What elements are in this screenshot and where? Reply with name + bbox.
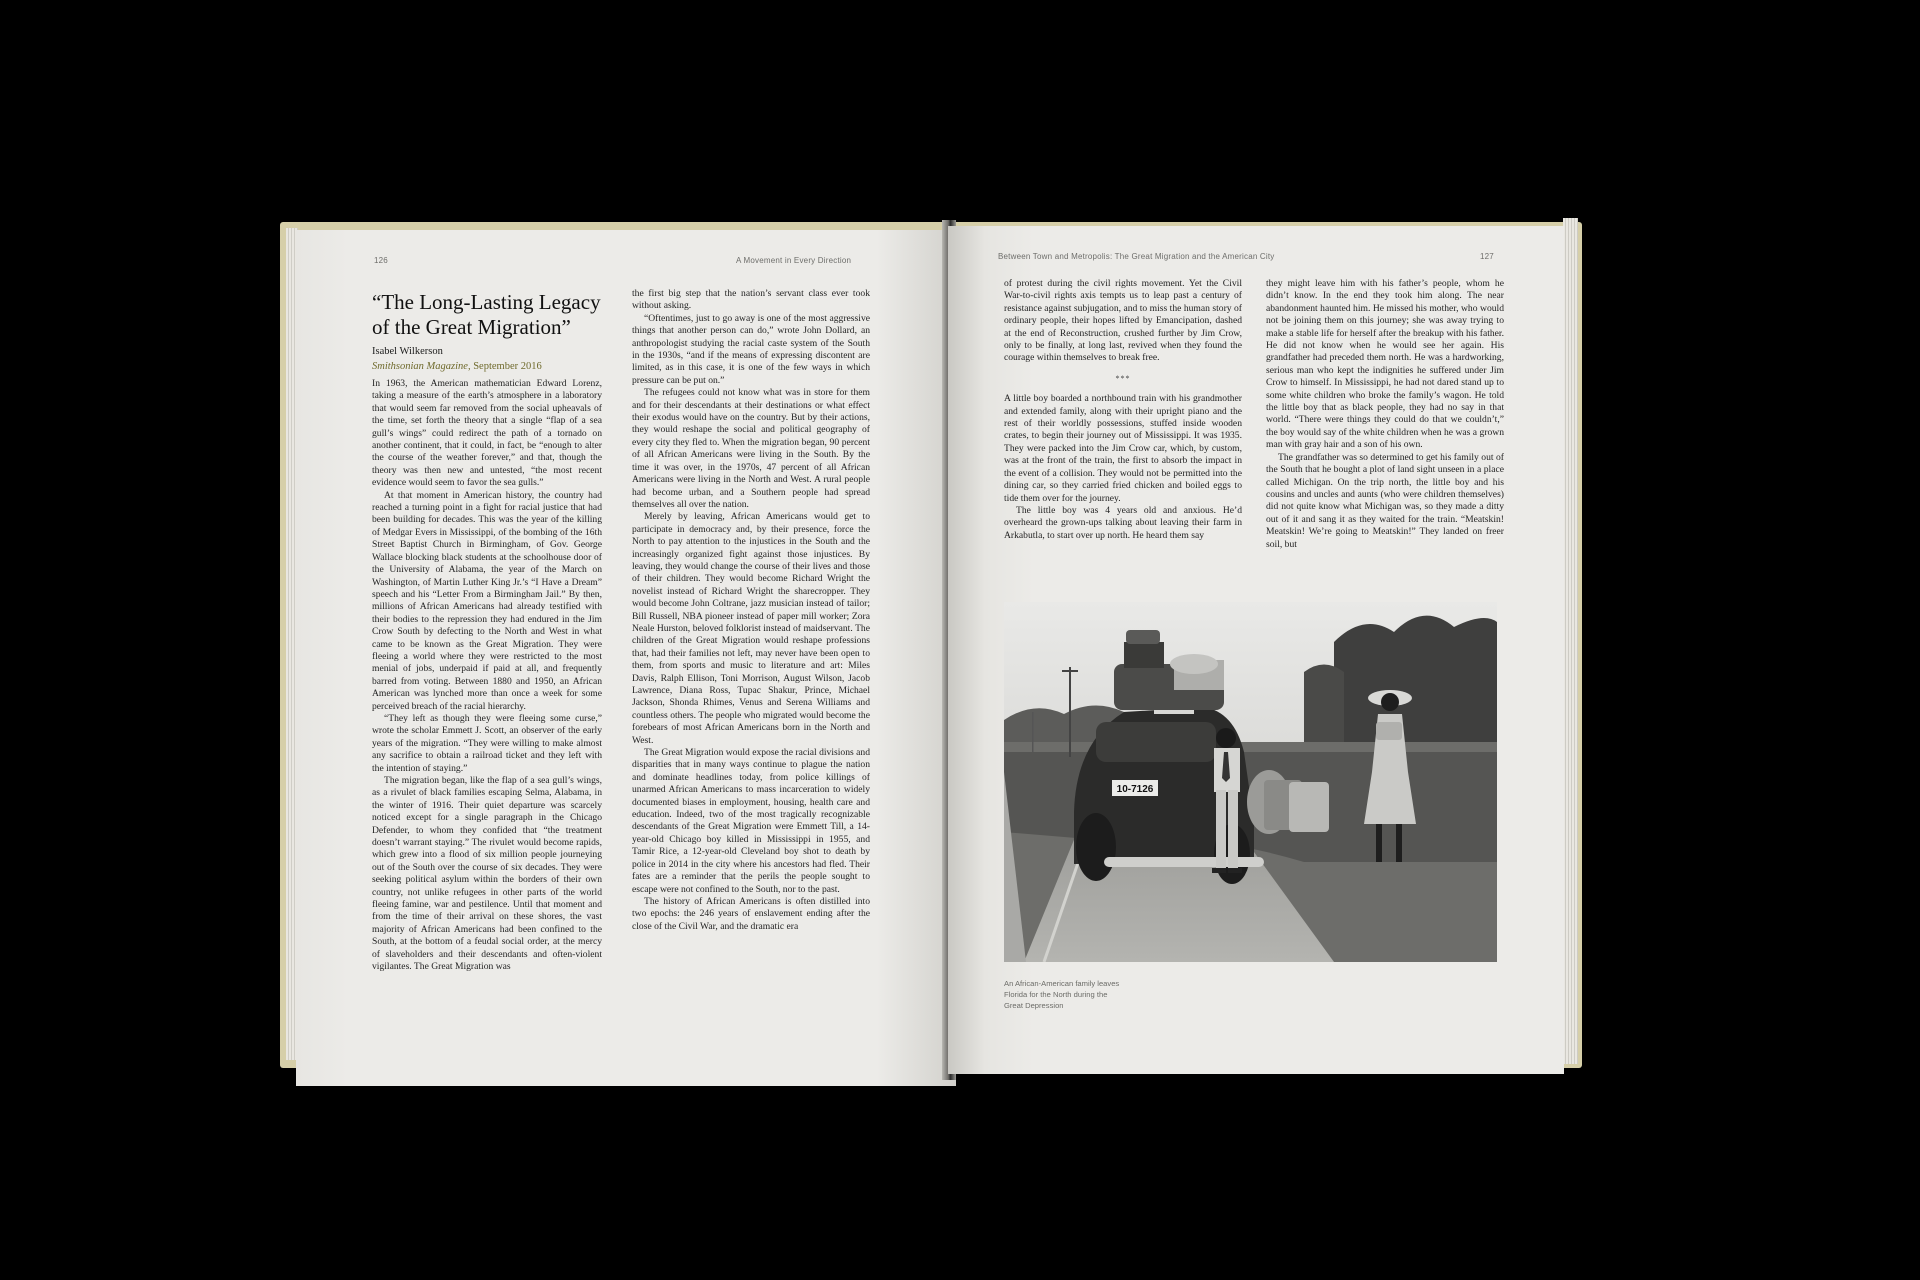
article-title-line1: “The Long-Lasting Legacy: [372, 290, 601, 314]
left-column-2: [632, 288, 870, 1052]
right-column-2: [1266, 278, 1504, 550]
caption-line: Florida for the North during the: [1004, 990, 1108, 999]
paragraph: Merely by leaving, African Americans would get to participate in democracy and, by their presence, force the North to pay attention to the injustices in the South and the increasingly organized fight against those injustices. By leaving, they would change the course of their lives and those of their children. They would become Richard Wright the novelist instead of Richard Wright the sharecropper. They would become John Coltrane, jazz musician instead of tailor; Bill Russell, NBA pioneer instead of paper mill worker; Zora Neale Hurston, beloved folklorist instead of maidservant. The children of the Great Migration would reshape professions that, had their families not left, may never have been open to them, from sports and music to literature and art: Miles Davis, Ralph Ellison, Toni Morrison, August Wilson, Jacob Lawrence, Diana Ross, Tupac Shakur, Prince, Michael Jackson, Shonda Rhimes, Venus and Serena Williams and countless others. The people who migrated would become the forebears of most African Americans born in the North and West.: [632, 511, 870, 746]
left-running-head: A Movement in Every Direction: [736, 256, 852, 265]
paragraph: The history of African Americans is often distilled into two epochs: the 246 years of enslavement ending after the close of the Civil War, and the dramatic era: [632, 895, 870, 932]
left-page-number: 126: [374, 256, 388, 265]
paragraph: The migration began, like the flap of a sea gull’s wings, as a rivulet of black families escaping Selma, Alabama, in the winter of 1916. Their quiet departure was scarcely noticed except for a single paragraph in the Chicago Defender, to whom they confided that “the treatment doesn’t warrant staying.” The rivulet would become rapids, which grew into a flood of six million people journeying out of the South over the course of six decades. They were seeking political asylum within the borders of their own country, not unlike refugees in other parts of the world fleeing famine, war and pestilence. Until that moment and from the time of their arrival on these shores, the vast majority of African Americans had been confined to the South, at the bottom of a feudal social order, at the mercy of slaveholders and their descendants and often-violent vigilantes. The Great Migration was: [372, 775, 602, 973]
source-date: September 2016: [470, 361, 542, 372]
paragraph: A little boy boarded a northbound train with his grandmother and extended family, along with their upright piano and the rest of their worldly possessions, stuffed inside wooden crates, to begin their journey out of Mississippi. It was 1935. They were packed into the Jim Crow car, which, by custom, was at the front of the train, the first to absorb the impact in the event of a collision. They would not be permitted into the dining car, so they carried fried chicken and boiled eggs to tide them over for the journey.: [1004, 393, 1242, 504]
license-plate-number: 10-7126: [1116, 784, 1154, 795]
right-page: [948, 226, 1564, 1074]
paragraph: The little boy was 4 years old and anxious. He’d overheard the grown-ups talking about leaving their farm in Arkabutla, to start over up north. He heard them say: [1004, 504, 1242, 541]
paragraph: they might leave him with his father’s people, whom he didn’t know. In the end they took him along. The near abandonment haunted him. He missed his mother, who would not be joining them on this journey; she was away trying to make a stable life for herself after the breakup with his father. He did not know when he would see her again. His grandfather had preceded them north. He was a hardworking, serious man who kept the indignities he suffered under Jim Crow to himself. In Mississippi, he had not dared stand up to some white children who broke the family’s wagon. He told the little boy that as black people, they had no say in that world. “There were things they could do that we couldn’t,” the boy would say of the white children when he was a grown man with gray hair and a son of his own.: [1266, 278, 1504, 451]
paragraph: At that moment in American history, the country had reached a turning point in a fight for racial justice that had been building for decades. This was the year of the killing of Medgar Evers in Mississippi, of the bombing of the 16th Street Baptist Church in Birmingham, of Gov. George Wallace blocking black students at the schoolhouse door of the University of Alabama, the year of the March on Washington, of Martin Luther King Jr.’s “I Have a Dream” speech and his “Letter From a Birmingham Jail.” By then, millions of African Americans had already testified with their bodies to the repression they had endured in the Jim Crow South by defecting to the North and West in what came to be known as the Great Migration. They were fleeing a world where they were restricted to the most menial of jobs, underpaid if paid at all, and frequently barred from voting. Between 1880 and 1950, an African American was lynched more than once a week for some perceived breach of the racial hierarchy.: [372, 489, 602, 712]
paragraph: “Oftentimes, just to go away is one of the most aggressive things that another person can do,” wrote John Dollard, an anthropologist studying the racial caste system of the South in the 1930s, “and if the means of expressing discontent are limited, as in this case, it is one of the few ways in which pressure can be put on.”: [632, 312, 870, 386]
paragraph: the first big step that the nation’s servant class ever took without asking.: [632, 288, 870, 312]
right-column-1: [1004, 278, 1242, 548]
right-running-head: Between Town and Metropolis: The Great Migration and the American City: [998, 252, 1275, 261]
caption-line: Great Depression: [1004, 1001, 1064, 1010]
paragraph: “They left as though they were fleeing some curse,” wrote the scholar Emmett J. Scott, an observer of the early years of the migration. “They were willing to make almost any sacrifice to obtain a railroad ticket and they left with the intention of staying.”: [372, 712, 602, 774]
open-book: [280, 212, 1580, 1082]
photo-illustration: [1004, 602, 1497, 962]
paragraph: The refugees could not know what was in store for them and for their descendants at their destinations or what effect their exodus would have on the country. But by their actions, they would reshape the social and political geography of every city they fled to. When the migration began, 90 percent of all African Americans were living in the South. By the time it was over, in the 1970s, 47 percent of all African Americans were living in the North and West. A rural people had become urban, and a Southern people had spread themselves all over the nation.: [632, 387, 870, 510]
photo-caption: [1004, 978, 1174, 1011]
left-column-1: [372, 378, 602, 1050]
caption-line: An African-American family leaves: [1004, 979, 1120, 988]
author-byline: Isabel Wilkerson: [372, 346, 443, 357]
source-line: [372, 361, 542, 372]
right-page-number: 127: [1480, 252, 1494, 261]
paragraph: In 1963, the American mathematician Edward Lorenz, taking a measure of the earth’s atmosphere in a laboratory that would seem far removed from the social upheavals of the time, set forth the theory that a single “flap of a sea gull’s wings” could redirect the path of a tornado on another continent, that it could, in fact, be “enough to alter the course of the weather forever,” and that, though the theory was then new and untested, “the most recent evidence would seem to favor the sea gulls.”: [372, 378, 602, 489]
article-title: [372, 290, 601, 340]
source-publication: Smithsonian Magazine,: [372, 361, 471, 372]
paragraph: The grandfather was so determined to get his family out of the South that he bought a plot of land sight unseen in a place called Michigan. On the trip north, the little boy and his cousins and uncles and aunts (who were children themselves) did not quite know what Michigan was, so they made a ditty out of it and sang it as they waited for the train. “Meatskin! Meatskin! We’re going to Meatskin!” They landed on freer soil, but: [1266, 451, 1504, 550]
page-edges-right: [1563, 218, 1578, 1064]
article-title-line2: of the Great Migration”: [372, 315, 571, 339]
paragraph: of protest during the civil rights movement. Yet the Civil War-to-civil rights axis tempts us to leap past a century of resistance against subjugation, and to miss the human story of ordinary people, their hopes lifted by Emancipation, dashed at the end of Reconstruction, crushed further by Jim Crow, only to be finally, at long last, revived when they found the courage within themselves to break free.: [1004, 278, 1242, 364]
historical-photo: [1004, 602, 1497, 962]
paragraph: The Great Migration would expose the racial divisions and disparities that in many ways continue to plague the nation and dominate headlines today, from police killings of unarmed African Americans to mass incarceration to widely documented biases in employment, housing, health care and education. Indeed, two of the most tragically recognizable descendants of the Great Migration were Emmett Till, a 14-year-old Chicago boy killed in Mississippi in 1955, and Tamir Rice, a 12-year-old Cleveland boy shot to death by police in 2014 in the city where his ancestors had fled. Their fates are a reminder that the perils the people sought to escape were not confined to the South, nor to the past.: [632, 747, 870, 895]
section-divider: ***: [1115, 373, 1131, 383]
left-page: [296, 230, 956, 1086]
